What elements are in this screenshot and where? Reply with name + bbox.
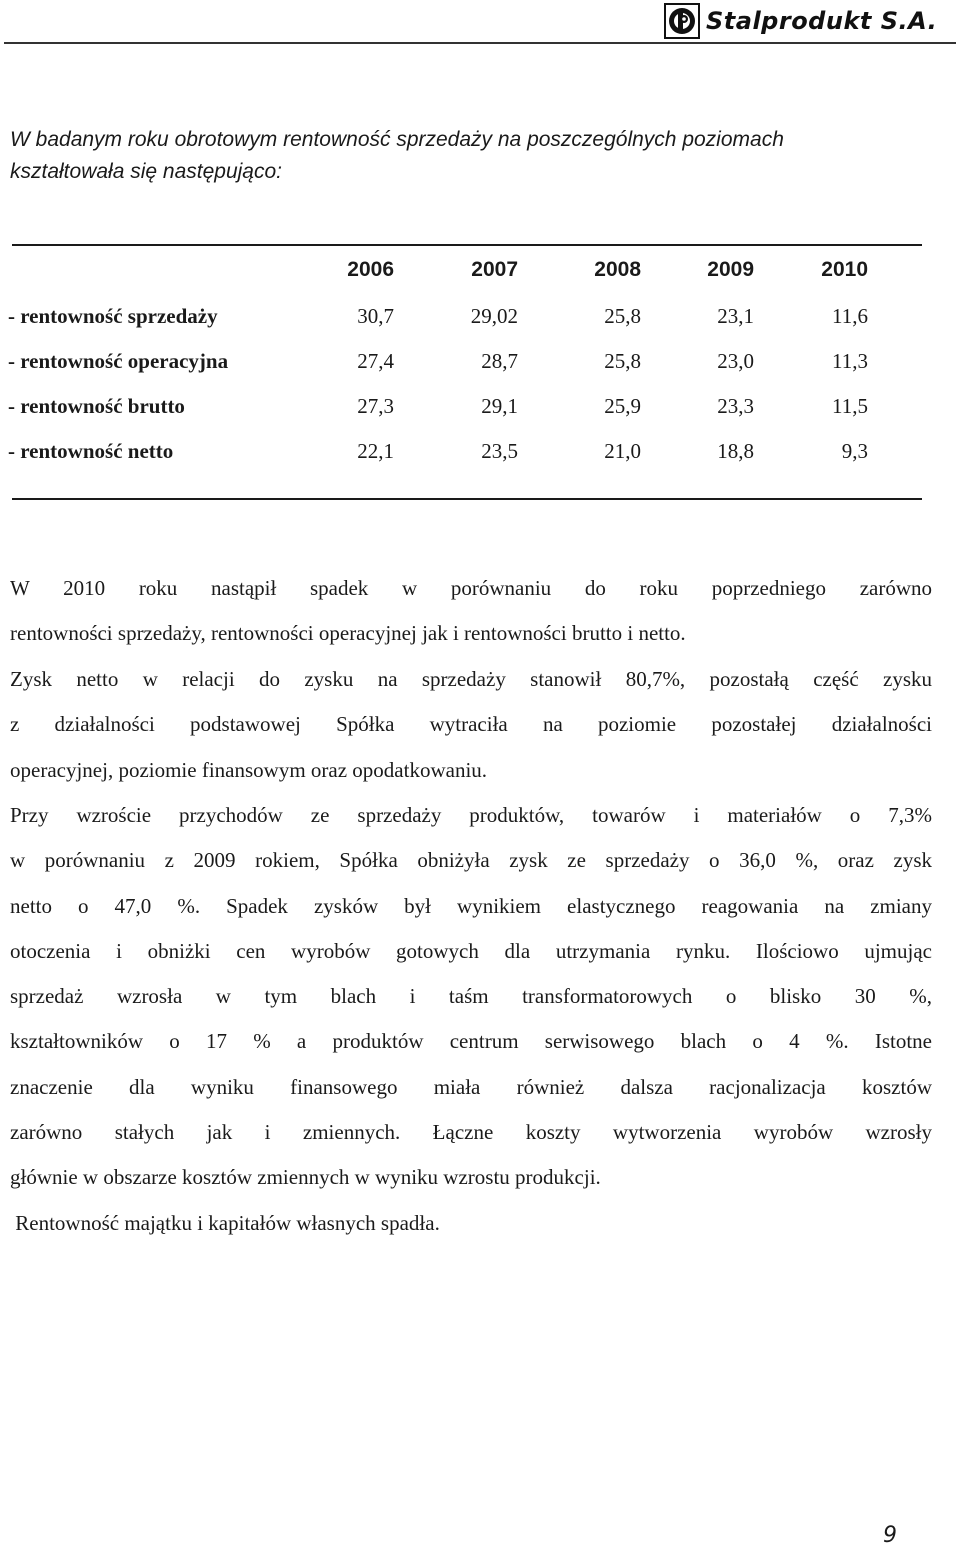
table-row — [8, 394, 908, 424]
table-header-row — [8, 258, 908, 288]
cell-value: 27,4 — [357, 349, 394, 373]
intro-line: W badanym roku obrotowym rentowność sprzedaży na poszczególnych poziomach — [10, 128, 784, 151]
cell-value: 11,6 — [832, 304, 868, 328]
paragraph-decline — [10, 566, 932, 657]
paragraph-line: Rentowność majątku i kapitałów własnych spadła. — [10, 1211, 440, 1235]
cell-value: 18,8 — [717, 439, 754, 463]
paragraph-line: z działalności podstawowej Spółka wytraciła na poziomie pozostałej działalności — [10, 712, 932, 737]
year-header: 2008 — [594, 258, 641, 281]
paragraph-line: Przy wzroście przychodów ze sprzedaży produktów, towarów i materiałów o 7,3% — [10, 803, 932, 827]
paragraph-line: znaczenie dla wyniku finansowego miała również dalsza racjonalizacja kosztów — [10, 1074, 932, 1099]
cell-value: 23,3 — [717, 394, 754, 418]
cell-value: 27,3 — [357, 394, 394, 418]
table-row — [8, 439, 908, 469]
cell-value: 30,7 — [357, 304, 394, 328]
cell-value: 28,7 — [481, 349, 518, 373]
cell-value: 11,3 — [832, 349, 868, 373]
table-bottom-rule — [12, 498, 922, 500]
cell-value: 23,1 — [717, 304, 754, 328]
cell-value: 23,5 — [481, 439, 518, 463]
cell-value: 25,8 — [604, 349, 641, 373]
cell-value: 23,0 — [717, 349, 754, 373]
cell-value: 25,8 — [604, 304, 641, 328]
company-name: Stalprodukt S.A. — [706, 7, 938, 35]
paragraph-line: operacyjnej, poziomie finansowym oraz opodatkowaniu. — [10, 757, 488, 782]
paragraph-line: kształtowników o 17 % a produktów centrum serwisowego blach o 4 %. Istotne — [10, 1029, 932, 1054]
paragraph-line: otoczenia i obniżki cen wyrobów gotowych dla utrzymania rynku. Ilościowo ujmując — [10, 938, 932, 963]
paragraph-assets — [10, 1201, 932, 1246]
table-row — [8, 304, 908, 334]
table-top-rule — [12, 244, 922, 246]
year-header: 2006 — [347, 258, 394, 281]
cell-value: 29,02 — [470, 304, 518, 328]
paragraph-line: rentowności sprzedaży, rentowności operacyjnej jak i rentowności brutto i netto. — [10, 621, 686, 646]
stalprodukt-logo-icon — [664, 3, 700, 39]
row-label: - rentowność operacyjna — [8, 349, 229, 373]
header-divider — [4, 42, 956, 44]
paragraph-net-profit — [10, 657, 932, 793]
row-label: - rentowność netto — [8, 439, 174, 463]
row-label: - rentowność brutto — [8, 394, 185, 418]
table-row — [8, 349, 908, 379]
cell-value: 11,5 — [832, 394, 868, 418]
company-logo — [664, 2, 937, 40]
paragraph-line: Zysk netto w relacji do zysku na sprzedaży stanowił 80,7%, pozostałą część zysku — [10, 667, 932, 691]
intro-text — [10, 124, 950, 188]
cell-value: 21,0 — [604, 439, 641, 463]
year-header: 2007 — [471, 258, 518, 281]
paragraph-line: sprzedaż wzrosła w tym blach i taśm transformatorowych o blisko 30 %, — [10, 984, 932, 1009]
intro-line: kształtowała się następująco: — [10, 160, 282, 183]
row-label: - rentowność sprzedaży — [8, 304, 218, 328]
paragraph-line: netto o 47,0 %. Spadek zysków był wynikiem elastycznego reagowania na zmiany — [10, 893, 932, 918]
cell-value: 22,1 — [357, 439, 394, 463]
page-number: 9 — [883, 1523, 897, 1548]
paragraph-line: głównie w obszarze kosztów zmiennych w wyniku wzrostu produkcji. — [10, 1165, 601, 1190]
year-header: 2010 — [821, 258, 868, 281]
paragraph-line: w porównaniu z 2009 rokiem, Spółka obniżyła zysk ze sprzedaży o 36,0 %, oraz zysk — [10, 848, 932, 873]
cell-value: 25,9 — [604, 394, 641, 418]
year-header: 2009 — [707, 258, 754, 281]
paragraph-line: W 2010 roku nastąpił spadek w porównaniu do roku poprzedniego zarówno — [10, 576, 932, 600]
cell-value: 9,3 — [841, 439, 868, 463]
paragraph-line: zarówno stałych jak i zmiennych. Łączne koszty wytworzenia wyrobów wzrosły — [10, 1120, 932, 1145]
cell-value: 29,1 — [481, 394, 518, 418]
paragraph-revenue — [10, 793, 932, 1201]
